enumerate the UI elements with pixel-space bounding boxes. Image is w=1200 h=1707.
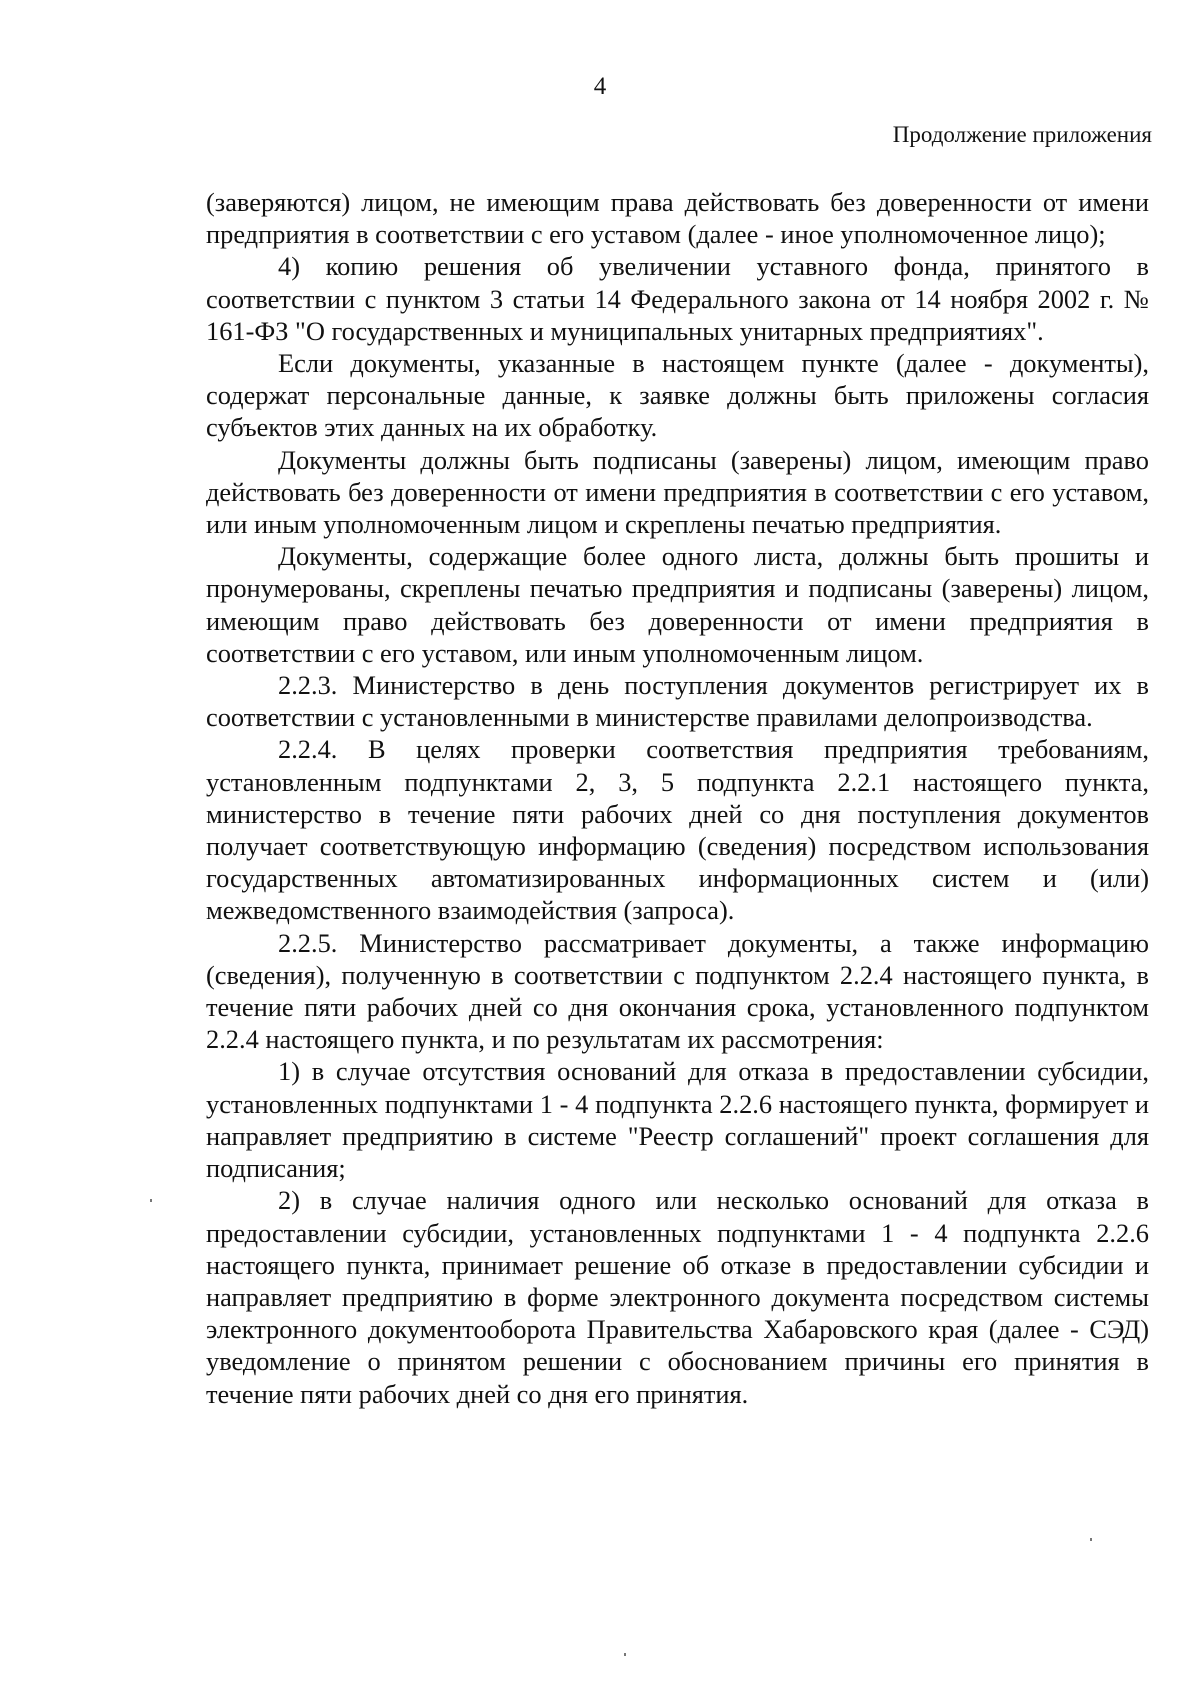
paragraph-2-2-4: 2.2.4. В целях проверки соответствия предприятия требованиям, установленным подпунктами 2, 3, 5 подпункта 2.2.1 настоящего пункта, министерство в течение пяти рабочих дней со дня поступления документов получает соответствующую информацию (сведения) посредством использования государственных автоматизированных информационных систем и (или) межведомственного взаимодействия (запроса). <box>206 734 1149 926</box>
paragraph-continuation: (заверяются) лицом, не имеющим права действовать без доверенности от имени предприятия в соответствии с его уставом (далее - иное уполномоченное лицо); <box>206 187 1149 250</box>
scan-speck <box>1090 1538 1092 1541</box>
paragraph-documents-bound: Документы, содержащие более одного листа, должны быть прошиты и пронумерованы, скреплены печатью предприятия и подписаны (заверены) лицом, имеющим право действовать без доверенности от имени предприятия в соответствии с его уставом, или иным уполномоченным лицом. <box>206 541 1149 668</box>
paragraph-personal-data-consent: Если документы, указанные в настоящем пункте (далее - документы), содержат персональные данные, к заявке должны быть приложены согласия субъектов этих данных на их обработку. <box>206 348 1149 443</box>
scan-speck <box>624 1653 626 1656</box>
paragraph-2-2-5-item-1: 1) в случае отсутствия оснований для отказа в предоставлении субсидии, установленных подпунктами 1 - 4 подпункта 2.2.6 настоящего пункта, формирует и направляет предприятию в системе "Реестр соглашений" проект соглашения для подписания; <box>206 1056 1149 1184</box>
paragraph-documents-signed: Документы должны быть подписаны (заверены) лицом, имеющим право действовать без доверенности от имени предприятия в соответствии с его уставом, или иным уполномоченным лицом и скреплены печатью предприятия. <box>206 444 1149 540</box>
paragraph-item-4-copy-decision: 4) копию решения об увеличении уставного фонда, принятого в соответствии с пунктом 3 статьи 14 Федерального закона от 14 ноября 2002 г. № 161-ФЗ "О государственных и муниципальных унитарных предприятиях". <box>206 251 1149 346</box>
scan-speck <box>150 1199 152 1202</box>
document-body <box>206 186 1149 1410</box>
page-number: 4 <box>593 73 607 100</box>
paragraph-2-2-5-item-2: 2) в случае наличия одного или несколько оснований для отказа в предоставлении субсидии, установленных подпунктами 1 - 4 подпункта 2.2.6 настоящего пункта, принимает решение об отказе в предоставлении субсидии и направляет предприятию в форме электронного документа посредством системы электронного документооборота Правительства Хабаровского края (далее - СЭД) уведомление о принятом решении с обоснованием причины его принятия в течение пяти рабочих дней со дня его принятия. <box>206 1185 1149 1409</box>
continuation-note: Продолжение приложения <box>892 122 1152 147</box>
paragraph-2-2-3: 2.2.3. Министерство в день поступления документов регистрирует их в соответствии с установленными в министерстве правилами делопроизводства. <box>206 670 1149 733</box>
paragraph-2-2-5: 2.2.5. Министерство рассматривает документы, а также информацию (сведения), полученную в соответствии с подпунктом 2.2.4 настоящего пункта, в течение пяти рабочих дней со дня окончания срока, установленного подпунктом 2.2.4 настоящего пункта, и по результатам их рассмотрения: <box>206 927 1149 1055</box>
